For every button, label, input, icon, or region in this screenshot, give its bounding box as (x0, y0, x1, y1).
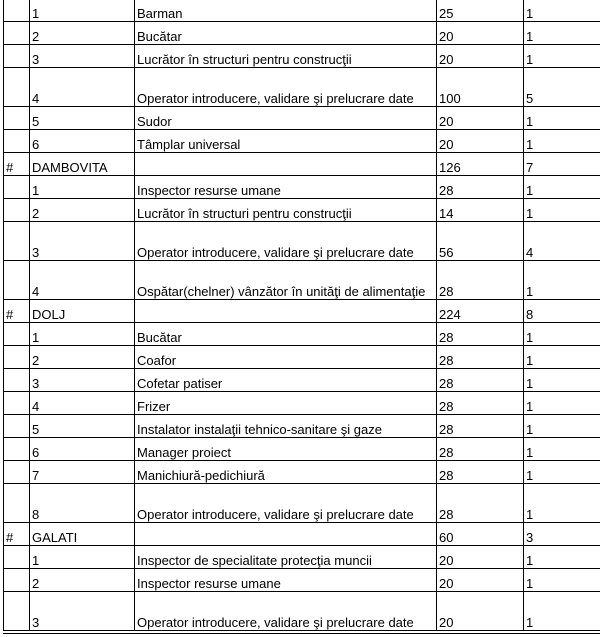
county-marker-cell (4, 107, 30, 130)
occupation-cell: Instalator instalaţii tehnico-sanitare şi gaze (135, 415, 437, 438)
groups-cell: 1 (524, 22, 600, 45)
places-cell: 28 (437, 261, 524, 300)
occupation-cell: Frizer (135, 392, 437, 415)
places-cell: 28 (437, 484, 524, 523)
county-marker-cell: # (4, 300, 30, 323)
occupation-cell (135, 523, 437, 546)
places-cell: 25 (437, 0, 524, 22)
places-cell: 20 (437, 45, 524, 68)
groups-cell: 3 (524, 523, 600, 546)
table-row (4, 484, 600, 523)
groups-cell: 1 (524, 592, 600, 631)
places-cell: 20 (437, 107, 524, 130)
groups-cell: 1 (524, 261, 600, 300)
places-cell: 28 (437, 415, 524, 438)
courses-table (3, 0, 600, 631)
index-cell: 3 (30, 592, 135, 631)
occupation-cell: Manager proiect (135, 438, 437, 461)
index-cell: 2 (30, 22, 135, 45)
occupation-cell: Inspector de specialitate protecţia muncii (135, 546, 437, 569)
occupation-cell: Inspector resurse umane (135, 176, 437, 199)
places-cell: 20 (437, 130, 524, 153)
occupation-cell: Lucrător în structuri pentru construcţii (135, 45, 437, 68)
index-cell: DAMBOVITA (30, 153, 135, 176)
groups-cell: 5 (524, 68, 600, 107)
county-marker-cell (4, 130, 30, 153)
places-cell: 14 (437, 199, 524, 222)
occupation-cell: Lucrător în structuri pentru construcţii (135, 199, 437, 222)
table-row (4, 222, 600, 261)
table-row (4, 369, 600, 392)
places-cell: 28 (437, 461, 524, 484)
occupation-cell: Operator introducere, validare şi prelucrare date (135, 222, 437, 261)
index-cell: 8 (30, 484, 135, 523)
places-cell: 20 (437, 592, 524, 631)
index-cell: 2 (30, 346, 135, 369)
county-marker-cell (4, 45, 30, 68)
groups-cell: 1 (524, 484, 600, 523)
table-row (4, 107, 600, 130)
table-row (4, 592, 600, 631)
index-cell: 3 (30, 222, 135, 261)
county-marker-cell (4, 22, 30, 45)
county-marker-cell (4, 346, 30, 369)
places-cell: 20 (437, 569, 524, 592)
groups-cell: 4 (524, 222, 600, 261)
table-row (4, 22, 600, 45)
groups-cell: 1 (524, 392, 600, 415)
places-cell: 28 (437, 369, 524, 392)
index-cell: 4 (30, 68, 135, 107)
index-cell: 5 (30, 107, 135, 130)
occupation-cell (135, 300, 437, 323)
index-cell: 6 (30, 130, 135, 153)
table-row (4, 0, 600, 22)
index-cell: 1 (30, 176, 135, 199)
county-row (4, 300, 600, 323)
table-row (4, 45, 600, 68)
county-marker-cell (4, 592, 30, 631)
table-row (4, 130, 600, 153)
county-marker-cell (4, 222, 30, 261)
occupation-cell: Bucătar (135, 323, 437, 346)
county-marker-cell: # (4, 153, 30, 176)
index-cell: 3 (30, 369, 135, 392)
index-cell: 5 (30, 415, 135, 438)
occupation-cell: Inspector resurse umane (135, 569, 437, 592)
county-marker-cell (4, 461, 30, 484)
occupation-cell: Operator introducere, validare şi prelucrare date (135, 68, 437, 107)
occupation-cell: Manichiură-pedichiură (135, 461, 437, 484)
occupation-cell (135, 153, 437, 176)
index-cell: 2 (30, 199, 135, 222)
index-cell: 1 (30, 546, 135, 569)
places-cell: 28 (437, 392, 524, 415)
occupation-cell: Operator introducere, validare şi prelucrare date (135, 484, 437, 523)
index-cell: 2 (30, 569, 135, 592)
groups-cell: 1 (524, 45, 600, 68)
table-row (4, 415, 600, 438)
groups-cell: 1 (524, 346, 600, 369)
table-continuation-line (3, 633, 600, 637)
places-cell: 60 (437, 523, 524, 546)
groups-cell: 1 (524, 369, 600, 392)
places-cell: 126 (437, 153, 524, 176)
groups-cell: 1 (524, 415, 600, 438)
table-row (4, 68, 600, 107)
county-marker-cell (4, 261, 30, 300)
occupation-cell: Operator introducere, validare şi prelucrare date (135, 592, 437, 631)
groups-cell: 1 (524, 546, 600, 569)
places-cell: 28 (437, 346, 524, 369)
groups-cell: 1 (524, 107, 600, 130)
groups-cell: 1 (524, 130, 600, 153)
places-cell: 20 (437, 22, 524, 45)
groups-cell: 1 (524, 0, 600, 22)
places-cell: 224 (437, 300, 524, 323)
index-cell: DOLJ (30, 300, 135, 323)
index-cell: 4 (30, 392, 135, 415)
table-row (4, 346, 600, 369)
county-marker-cell (4, 438, 30, 461)
index-cell: 3 (30, 45, 135, 68)
groups-cell: 1 (524, 569, 600, 592)
county-row (4, 153, 600, 176)
index-cell: GALATI (30, 523, 135, 546)
places-cell: 28 (437, 176, 524, 199)
places-cell: 28 (437, 323, 524, 346)
county-marker-cell (4, 323, 30, 346)
county-marker-cell: # (4, 523, 30, 546)
groups-cell: 1 (524, 199, 600, 222)
groups-cell: 1 (524, 438, 600, 461)
occupation-cell: Ospătar(chelner) vânzător în unităţi de alimentaţie (135, 261, 437, 300)
county-marker-cell (4, 546, 30, 569)
county-marker-cell (4, 68, 30, 107)
occupation-cell: Sudor (135, 107, 437, 130)
places-cell: 28 (437, 438, 524, 461)
occupation-cell: Cofetar patiser (135, 369, 437, 392)
county-marker-cell (4, 569, 30, 592)
table-row (4, 546, 600, 569)
table-row (4, 323, 600, 346)
county-marker-cell (4, 176, 30, 199)
places-cell: 100 (437, 68, 524, 107)
table-row (4, 438, 600, 461)
groups-cell: 1 (524, 323, 600, 346)
groups-cell: 7 (524, 153, 600, 176)
county-marker-cell (4, 415, 30, 438)
index-cell: 4 (30, 261, 135, 300)
places-cell: 56 (437, 222, 524, 261)
county-marker-cell (4, 392, 30, 415)
groups-cell: 1 (524, 176, 600, 199)
occupation-cell: Barman (135, 0, 437, 22)
index-cell: 7 (30, 461, 135, 484)
table-row (4, 392, 600, 415)
courses-table-body (4, 0, 600, 631)
table-row (4, 461, 600, 484)
county-marker-cell (4, 484, 30, 523)
county-marker-cell (4, 199, 30, 222)
table-row (4, 261, 600, 300)
county-marker-cell (4, 369, 30, 392)
table-row (4, 569, 600, 592)
groups-cell: 8 (524, 300, 600, 323)
table-row (4, 199, 600, 222)
occupation-cell: Coafor (135, 346, 437, 369)
occupation-cell: Bucătar (135, 22, 437, 45)
index-cell: 1 (30, 323, 135, 346)
county-marker-cell (4, 0, 30, 22)
county-row (4, 523, 600, 546)
index-cell: 6 (30, 438, 135, 461)
places-cell: 20 (437, 546, 524, 569)
groups-cell: 1 (524, 461, 600, 484)
index-cell: 1 (30, 0, 135, 22)
occupation-cell: Tâmplar universal (135, 130, 437, 153)
table-row (4, 176, 600, 199)
